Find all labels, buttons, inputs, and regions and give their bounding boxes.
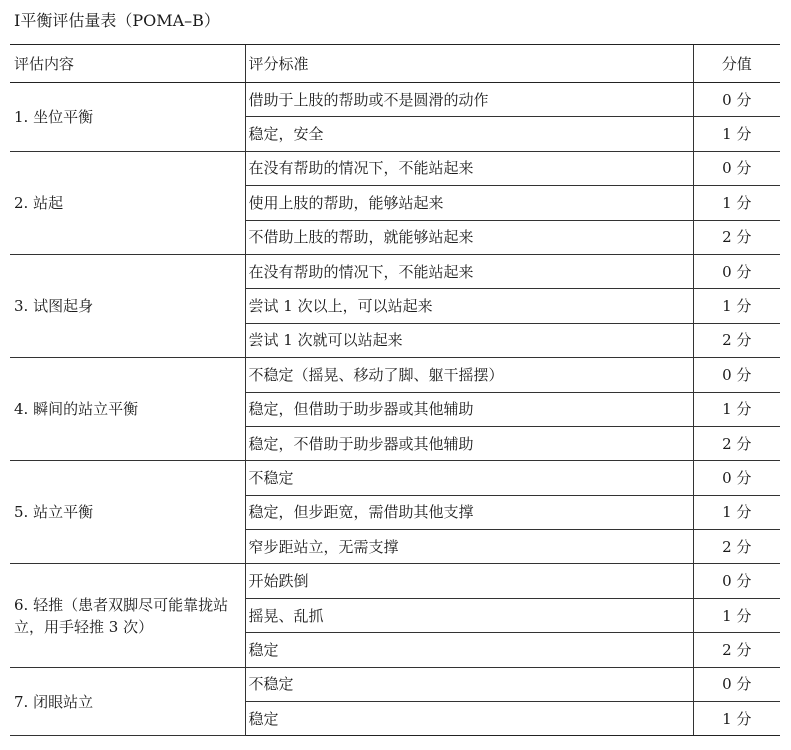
- table-row: [10, 83, 780, 117]
- assessment-item: 3. 试图起身: [10, 254, 245, 357]
- scoring-criterion: 使用上肢的帮助，能够站起来: [245, 186, 693, 220]
- scoring-criterion: 摇晃、乱抓: [245, 598, 693, 632]
- score-value: 2 分: [693, 633, 780, 667]
- scoring-criterion: 稳定: [245, 633, 693, 667]
- score-value: 1 分: [693, 186, 780, 220]
- scoring-criterion: 不借助上肢的帮助，就能够站起来: [245, 220, 693, 254]
- header-row: [10, 45, 780, 83]
- scoring-criterion: 不稳定: [245, 667, 693, 701]
- header-score: 分值: [693, 45, 780, 83]
- score-value: 0 分: [693, 83, 780, 117]
- scoring-criterion: 尝试 1 次以上，可以站起来: [245, 289, 693, 323]
- scoring-criterion: 不稳定（摇晃、移动了脚、躯干摇摆）: [245, 358, 693, 392]
- assessment-item: 7. 闭眼站立: [10, 667, 245, 736]
- table-row: [10, 461, 780, 495]
- score-value: 0 分: [693, 254, 780, 288]
- score-value: 0 分: [693, 461, 780, 495]
- scoring-criterion: 稳定，不借助于助步器或其他辅助: [245, 426, 693, 460]
- score-value: 2 分: [693, 530, 780, 564]
- table-body: [10, 83, 780, 736]
- scoring-criterion: 借助于上肢的帮助或不是圆滑的动作: [245, 83, 693, 117]
- scoring-criterion: 窄步距站立，无需支撑: [245, 530, 693, 564]
- table-row: [10, 358, 780, 392]
- poma-b-table: [10, 44, 780, 736]
- score-value: 2 分: [693, 426, 780, 460]
- table-row: [10, 667, 780, 701]
- score-value: 0 分: [693, 151, 780, 185]
- assessment-item: 6. 轻推（患者双脚尽可能靠拢站立，用手轻推 3 次）: [10, 564, 245, 667]
- scoring-criterion: 稳定，安全: [245, 117, 693, 151]
- assessment-item: 4. 瞬间的站立平衡: [10, 358, 245, 461]
- assessment-item: 1. 坐位平衡: [10, 83, 245, 152]
- score-value: 1 分: [693, 598, 780, 632]
- scoring-criterion: 尝试 1 次就可以站起来: [245, 323, 693, 357]
- score-value: 1 分: [693, 289, 780, 323]
- scoring-criterion: 稳定，但步距宽，需借助其他支撑: [245, 495, 693, 529]
- score-value: 1 分: [693, 702, 780, 736]
- header-criteria: 评分标准: [245, 45, 693, 83]
- table-row: [10, 151, 780, 185]
- score-value: 1 分: [693, 495, 780, 529]
- scoring-criterion: 稳定: [245, 702, 693, 736]
- table-row: [10, 254, 780, 288]
- table-row: [10, 564, 780, 598]
- scoring-criterion: 不稳定: [245, 461, 693, 495]
- scoring-criterion: 在没有帮助的情况下，不能站起来: [245, 151, 693, 185]
- score-value: 1 分: [693, 117, 780, 151]
- scoring-criterion: 在没有帮助的情况下，不能站起来: [245, 254, 693, 288]
- assessment-item: 2. 站起: [10, 151, 245, 254]
- score-value: 0 分: [693, 564, 780, 598]
- score-value: 2 分: [693, 323, 780, 357]
- score-value: 0 分: [693, 358, 780, 392]
- assessment-item: 5. 站立平衡: [10, 461, 245, 564]
- header-item: 评估内容: [10, 45, 245, 83]
- score-value: 0 分: [693, 667, 780, 701]
- table-title: Ⅰ平衡评估量表（POMA–B）: [14, 11, 220, 30]
- scoring-criterion: 稳定，但借助于助步器或其他辅助: [245, 392, 693, 426]
- score-value: 1 分: [693, 392, 780, 426]
- score-value: 2 分: [693, 220, 780, 254]
- scoring-criterion: 开始跌倒: [245, 564, 693, 598]
